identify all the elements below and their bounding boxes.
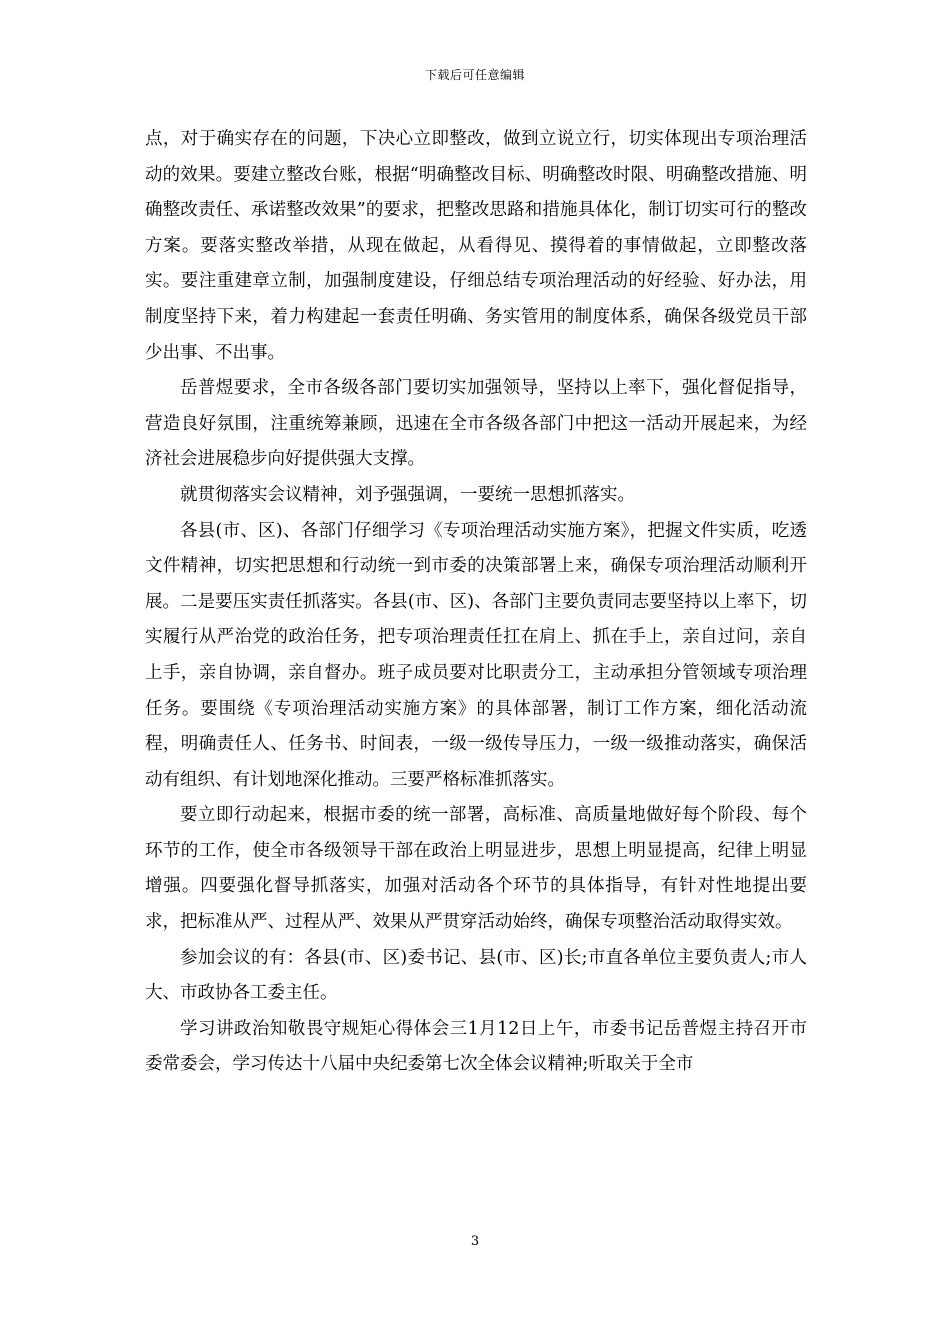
- paragraph: 参加会议的有：各县(市、区)委书记、县(市、区)长;市直各单位主要负责人;市人大、市政协各工委主任。: [145, 947, 807, 1004]
- paragraph: 岳普煜要求，全市各级各部门要切实加强领导，坚持以上率下，强化督促指导，营造良好氛围，注重统筹兼顾，迅速在全市各级各部门中把这一活动开展起来，为经济社会进展稳步向好提供强大支撑。: [145, 378, 807, 470]
- page-header: 下载后可任意编辑: [424, 68, 525, 82]
- paragraph: 要立即行动起来，根据市委的统一部署，高标准、高质量地做好每个阶段、每个环节的工作，使全市各级领导干部在政治上明显进步，思想上明显提高，纪律上明显增强。四要强化督导抓落实，加强对活动各个环节的具体指导，有针对性地提出要求，把标准从严、过程从严、效果从严贯穿活动始终，确保专项整治活动取得实效。: [145, 805, 807, 933]
- paragraph: 各县(市、区)、各部门仔细学习《专项治理活动实施方案》，把握文件实质，吃透文件精神，切实把思想和行动统一到市委的决策部署上来，确保专项治理活动顺利开展。二是要压实责任抓落实。各县(市、区)、各部门主要负责同志要坚持以上率下，切实履行从严治党的政治任务，把专项治理责任扛在肩上、抓在手上，亲自过问，亲自上手，亲自协调，亲自督办。班子成员要对比职责分工，主动承担分管领域专项治理任务。要围绕《专项治理活动实施方案》的具体部署，制订工作方案，细化活动流程，明确责任人、任务书、时间表，一级一级传导压力，一级一级推动落实，确保活动有组织、有计划地深化推动。三要严格标准抓落实。: [145, 520, 807, 790]
- paragraph: 就贯彻落实会议精神，刘予强强调，一要统一思想抓落实。: [180, 484, 635, 505]
- paragraph: 学习讲政治知敬畏守规矩心得体会三1月12日上午，市委书记岳普煜主持召开市委常委会，学习传达十八届中央纪委第七次全体会议精神;听取关于全市: [145, 1018, 807, 1075]
- paragraph-continued: 点，对于确实存在的问题，下决心立即整改，做到立说立行，切实体现出专项治理活动的效果。要建立整改台账，根据“明确整改目标、明确整改时限、明确整改措施、明确整改责任、承诺整改效果”的要求，把整改思路和措施具体化，制订切实可行的整改方案。要落实整改举措，从现在做起，从看得见、摸得着的事情做起，立即整改落实。要注重建章立制，加强制度建设，仔细总结专项治理活动的好经验、好办法，用制度坚持下来，着力构建起一套责任明确、务实管用的制度体系，确保各级党员干部少出事、不出事。: [145, 129, 807, 363]
- document-body: [145, 122, 807, 1083]
- page-number: 3: [470, 1234, 480, 1249]
